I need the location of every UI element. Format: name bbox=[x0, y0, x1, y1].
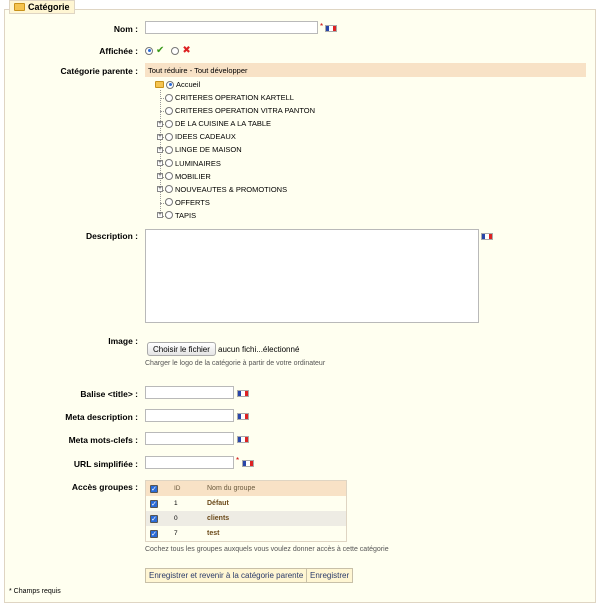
tree-item-label: DE LA CUISINE A LA TABLE bbox=[175, 119, 272, 129]
required-note: * Champs requis bbox=[9, 588, 61, 595]
tree-item-label: NOUVEAUTES & PROMOTIONS bbox=[175, 184, 288, 194]
group-id: 7 bbox=[174, 530, 178, 537]
parent-label: Catégorie parente : bbox=[60, 66, 138, 76]
group-checkbox[interactable]: ✓ bbox=[151, 515, 157, 523]
french-flag-icon[interactable] bbox=[237, 390, 249, 397]
tree-radio[interactable] bbox=[165, 133, 173, 141]
tree-radio[interactable] bbox=[165, 94, 173, 102]
image-hint: Charger le logo de la catégorie à partir de votre ordinateur bbox=[145, 360, 326, 367]
tree-item[interactable] bbox=[157, 211, 196, 220]
expand-icon[interactable]: + bbox=[158, 120, 162, 127]
image-label: Image : bbox=[108, 336, 138, 346]
tree-item[interactable] bbox=[157, 159, 221, 168]
meta-keywords-input[interactable] bbox=[145, 432, 234, 445]
group-id: 1 bbox=[174, 500, 178, 507]
table-row[interactable] bbox=[146, 496, 346, 511]
tree-radio[interactable] bbox=[165, 146, 173, 154]
tree-radio[interactable] bbox=[165, 120, 173, 128]
tree-item-label: OFFERTS bbox=[175, 197, 210, 207]
tree-radio[interactable] bbox=[165, 159, 173, 167]
tree-item[interactable] bbox=[165, 93, 294, 102]
meta-title-input[interactable] bbox=[145, 386, 234, 399]
file-status: aucun fichi...électionné bbox=[218, 345, 300, 354]
group-checkbox[interactable]: ✓ bbox=[151, 530, 157, 538]
description-textarea[interactable] bbox=[145, 229, 479, 323]
french-flag-icon[interactable] bbox=[325, 25, 337, 32]
friendly-url-input[interactable] bbox=[145, 456, 234, 469]
table-row[interactable] bbox=[146, 526, 346, 541]
meta-description-input[interactable] bbox=[145, 409, 234, 422]
tree-root[interactable] bbox=[155, 80, 200, 89]
tree-item-label: CRITERES OPERATION KARTELL bbox=[175, 93, 294, 102]
tree-item-label: IDEES CADEAUX bbox=[175, 132, 236, 142]
french-flag-icon[interactable] bbox=[242, 460, 254, 467]
tree-item[interactable] bbox=[157, 172, 211, 181]
folder-open-icon bbox=[155, 81, 164, 88]
shown-yes-radio[interactable] bbox=[145, 47, 153, 55]
tree-item[interactable] bbox=[165, 198, 210, 207]
tree-item-label: MOBILIER bbox=[175, 171, 211, 181]
form-legend bbox=[9, 0, 75, 14]
check-icon: ✔ bbox=[156, 45, 165, 56]
legend-title: Catégorie bbox=[28, 2, 70, 12]
table-header bbox=[146, 481, 346, 496]
tree-radio[interactable] bbox=[165, 172, 173, 180]
group-name: Défaut bbox=[207, 500, 229, 507]
collapse-expand-link[interactable]: Tout réduire - Tout développer bbox=[148, 65, 248, 75]
group-name: clients bbox=[207, 515, 230, 522]
tree-item-label: TAPIS bbox=[175, 210, 197, 220]
expand-icon[interactable]: + bbox=[158, 133, 162, 140]
french-flag-icon[interactable] bbox=[481, 233, 493, 240]
url-label: URL simplifiée : bbox=[73, 459, 138, 469]
id-column-header: ID bbox=[174, 485, 181, 492]
tree-item[interactable] bbox=[157, 119, 271, 128]
title-label: Balise <title> : bbox=[80, 389, 138, 399]
expand-icon[interactable]: + bbox=[158, 160, 162, 166]
tree-item[interactable] bbox=[157, 132, 236, 141]
tree-item[interactable] bbox=[157, 185, 287, 194]
meta-keywords-label: Meta mots-clefs : bbox=[68, 435, 138, 445]
save-button[interactable]: Enregistrer bbox=[306, 568, 353, 583]
tree-item-label: LINGE DE MAISON bbox=[175, 145, 242, 155]
cross-icon: ✖ bbox=[182, 45, 191, 56]
tree-radio[interactable] bbox=[165, 211, 173, 219]
french-flag-icon[interactable] bbox=[237, 413, 249, 420]
name-label: Nom : bbox=[113, 24, 138, 34]
select-all-checkbox[interactable]: ✓ bbox=[151, 485, 157, 493]
name-column-header: Nom du groupe bbox=[207, 485, 256, 492]
tree-item-label: LUMINAIRES bbox=[175, 158, 221, 168]
expand-icon[interactable]: + bbox=[158, 186, 162, 193]
tree-item[interactable] bbox=[165, 106, 315, 115]
tree-item[interactable] bbox=[157, 145, 242, 154]
name-input[interactable] bbox=[145, 21, 318, 34]
tree-item-label: CRITERES OPERATION VITRA PANTON bbox=[175, 106, 316, 116]
tree-root-label: Accueil bbox=[176, 80, 201, 89]
required-marker: * bbox=[236, 456, 240, 465]
tree-radio[interactable] bbox=[165, 198, 173, 206]
expand-icon[interactable]: + bbox=[158, 212, 162, 219]
description-label: Description : bbox=[86, 231, 138, 241]
shown-no-radio[interactable] bbox=[171, 47, 179, 55]
expand-icon[interactable]: + bbox=[158, 173, 162, 180]
folder-icon bbox=[14, 3, 25, 11]
group-id: 0 bbox=[174, 515, 178, 522]
tree-toolbar[interactable] bbox=[145, 63, 586, 77]
save-and-back-button[interactable]: Enregistrer et revenir à la catégorie parente bbox=[145, 568, 307, 583]
tree-radio[interactable] bbox=[165, 185, 173, 193]
meta-description-label: Meta description : bbox=[65, 412, 138, 422]
required-marker: * bbox=[320, 22, 324, 31]
table-row[interactable] bbox=[146, 511, 346, 526]
groups-label: Accès groupes : bbox=[71, 482, 138, 492]
tree-radio[interactable] bbox=[166, 81, 174, 89]
choose-file-button[interactable]: Choisir le fichier bbox=[147, 342, 216, 356]
group-checkbox[interactable]: ✓ bbox=[151, 500, 157, 508]
tree-radio[interactable] bbox=[165, 107, 173, 115]
french-flag-icon[interactable] bbox=[237, 436, 249, 443]
groups-hint: Cochez tous les groupes auxquels vous voulez donner accès à cette catégorie bbox=[145, 546, 389, 553]
shown-label: Affichée : bbox=[99, 46, 138, 56]
group-name: test bbox=[207, 530, 220, 537]
expand-icon[interactable]: + bbox=[158, 146, 162, 153]
groups-table bbox=[145, 480, 347, 542]
